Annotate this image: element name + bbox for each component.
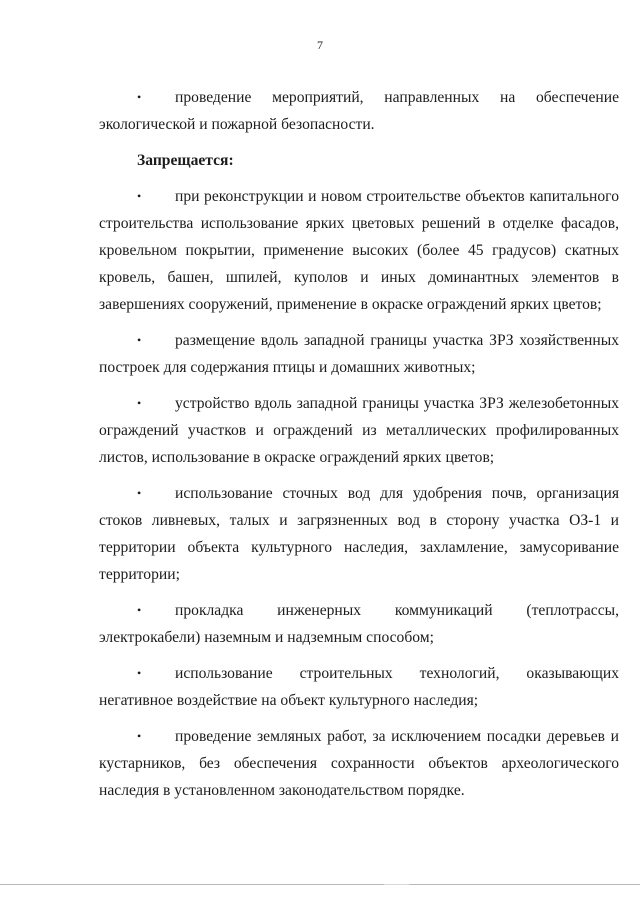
footer-divider: [0, 884, 640, 885]
section-heading: Запрещается:: [137, 152, 234, 169]
list-item-text: использование строительных технологий, оказывающих негативное воздействие на объект культурного наследия;: [99, 665, 619, 709]
list-item-text: размещение вдоль западной границы участка ЗРЗ хозяйственных построек для содержания птицы и домашних животных;: [99, 332, 619, 376]
list-item-text: использование сточных вод для удобрения почв, организация стоков ливневых, талых и загрязненных вод в сторону участка ОЗ-1 и территории объекта культурного наследия, захламление, замусоривание территории;: [99, 485, 619, 583]
list-item-text: прокладка инженерных коммуникаций (теплотрассы, электрокабели) наземным и надземным способом;: [99, 602, 619, 646]
list-item: [99, 597, 619, 651]
bullet-icon: •: [137, 603, 142, 617]
bullet-icon: •: [137, 333, 142, 347]
list-item: [99, 327, 619, 381]
page-number: 7: [317, 38, 323, 52]
list-item: [99, 723, 619, 804]
document-body: [99, 84, 619, 813]
list-item: [99, 660, 619, 714]
list-item-text: при реконструкции и новом строительстве объектов капитального строительства использование ярких цветовых решений в отделке фасадов, кровельном покрытии, применение высоких (более 45 градусов) скатных кровель, башен, шпилей, куполов и иных доминантных элементов в завершениях сооружений, применение в окраске ограждений ярких цветов;: [99, 188, 619, 313]
bullet-icon: •: [137, 189, 142, 203]
bullet-icon: •: [137, 486, 142, 500]
bullet-icon: •: [137, 396, 142, 410]
list-item-text: устройство вдоль западной границы участка ЗРЗ железобетонных ограждений участков и ограждений из металлических профилированных листов, использование в окраске ограждений ярких цветов;: [99, 395, 619, 466]
bullet-icon: •: [137, 90, 142, 104]
list-item-text: проведение земляных работ, за исключением посадки деревьев и кустарников, без обеспечения сохранности объектов археологического наследия в установленном законодательством порядке.: [99, 728, 619, 799]
list-item: [99, 390, 619, 471]
list-item: [99, 183, 619, 318]
bullet-icon: •: [137, 666, 142, 680]
bullet-icon: •: [137, 729, 142, 743]
list-item: [99, 480, 619, 588]
list-item: [99, 84, 619, 138]
list-item-text: проведение мероприятий, направленных на обеспечение экологической и пожарной безопасности.: [99, 89, 619, 133]
